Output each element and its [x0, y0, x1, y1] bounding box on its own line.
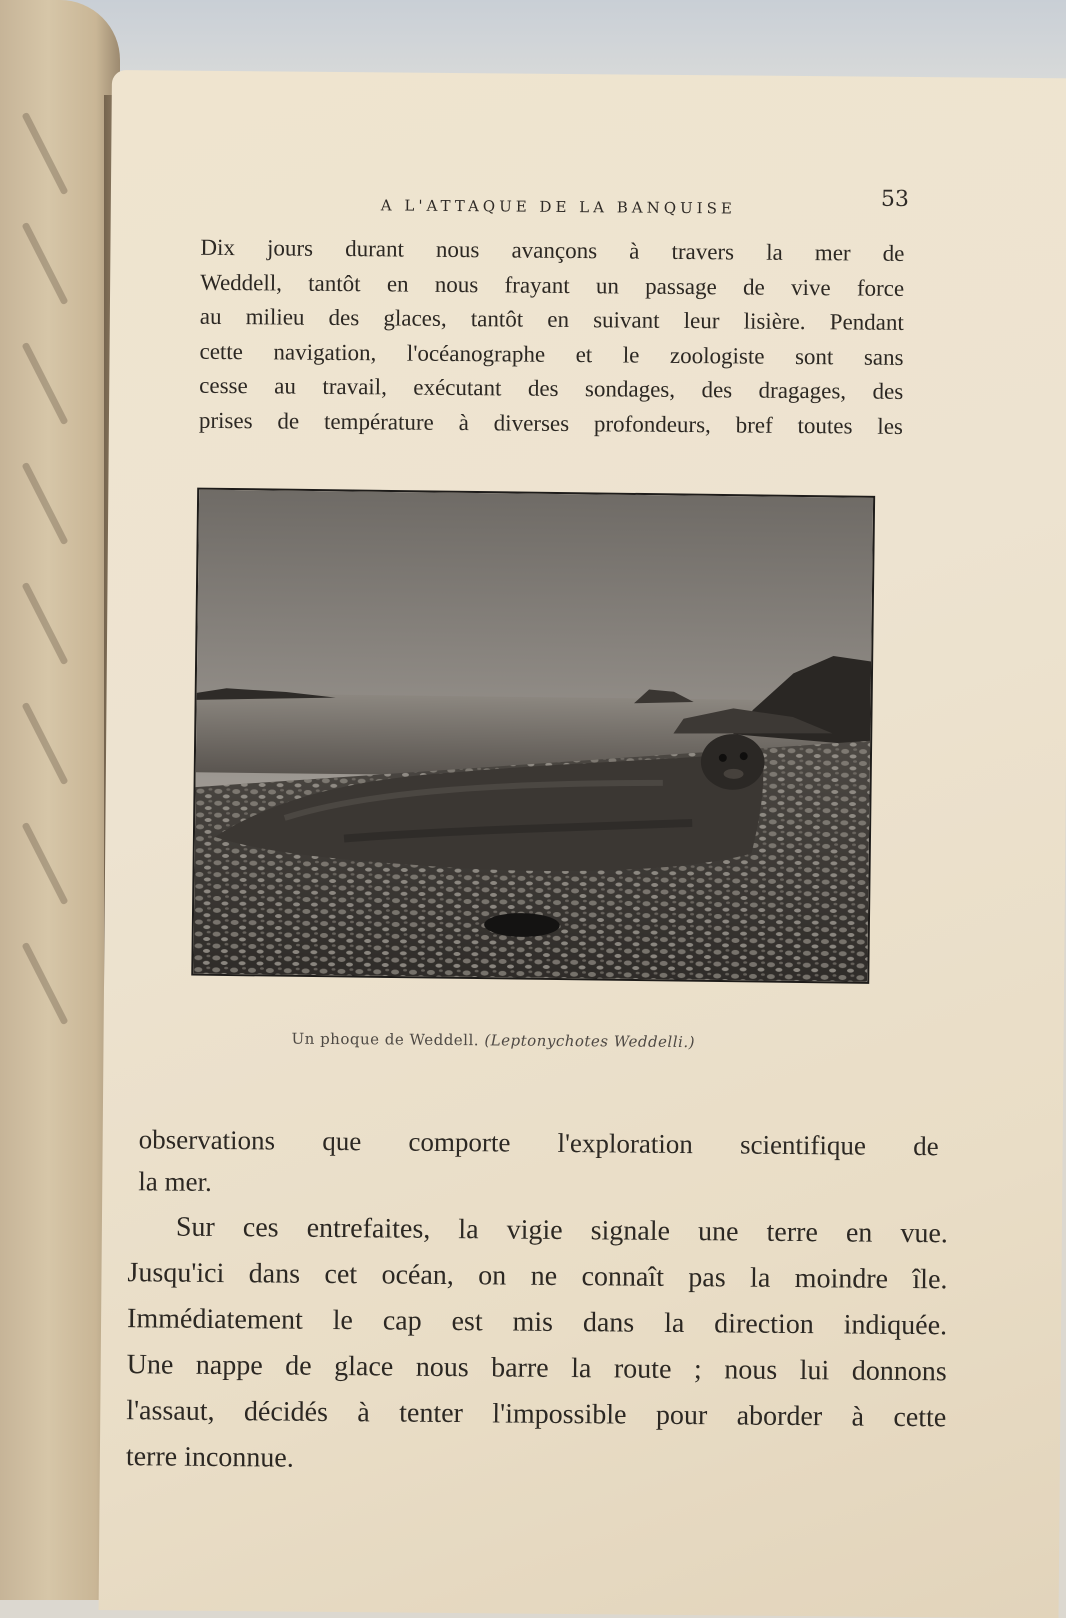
text-line: Sur ces entrefaites, la vigie signale une terre en vue. [175, 1211, 949, 1250]
text-line: prises de température à diverses profondeurs, bref toutes les [198, 407, 904, 439]
text-line: Dix jours durant nous avançons à travers la mer de [200, 234, 905, 266]
text-line: observations que comporte l'exploration scientifique de [138, 1124, 939, 1162]
bleed-through-text [21, 822, 68, 905]
text-line: cette navigation, l'océanographe et le zoologiste sont sans [199, 338, 904, 370]
text-line: Une nappe de glace nous barre la route ; nous lui donnons [126, 1349, 947, 1388]
text-line: au milieu des glaces, tantôt en suivant leur lisière. Pendant [199, 303, 904, 335]
text-line: l'assaut, décidés à tenter l'impossible pour aborder à cette [126, 1395, 947, 1434]
text-line: Immédiatement le cap est mis dans la direction indiquée. [126, 1303, 948, 1342]
bleed-through-text [21, 942, 68, 1025]
bleed-through-text [21, 342, 68, 425]
bleed-through-text [21, 222, 68, 305]
running-head: A L'ATTAQUE DE LA BANQUISE [380, 196, 736, 218]
text-line: la mer. [138, 1166, 212, 1197]
text-line: Jusqu'ici dans cet océan, on ne connaît pas la moindre île. [127, 1257, 948, 1296]
bleed-through-text [21, 462, 68, 545]
text-line: Weddell, tantôt en nous frayant un passage de vive force [200, 269, 905, 301]
text-line: cesse au travail, exécutant des sondages, des dragages, des [199, 372, 904, 404]
page-number: 53 [880, 186, 910, 212]
seal-photograph [191, 488, 875, 984]
caption-scientific-name: (Leptonychotes Weddelli.) [484, 1031, 696, 1052]
book-page [99, 70, 1066, 1618]
photo-illustration [193, 490, 873, 982]
bleed-through-text [21, 702, 68, 785]
paragraph-bottom [126, 1204, 948, 1487]
paragraph-top [199, 231, 905, 444]
text-line: terre inconnue. [125, 1441, 294, 1474]
caption-text: Un phoque de Weddell. [291, 1029, 480, 1050]
bleed-through-text [21, 112, 68, 195]
bleed-through-text [21, 582, 68, 665]
paragraph-continuation [138, 1118, 939, 1209]
figure-caption [291, 1030, 791, 1052]
